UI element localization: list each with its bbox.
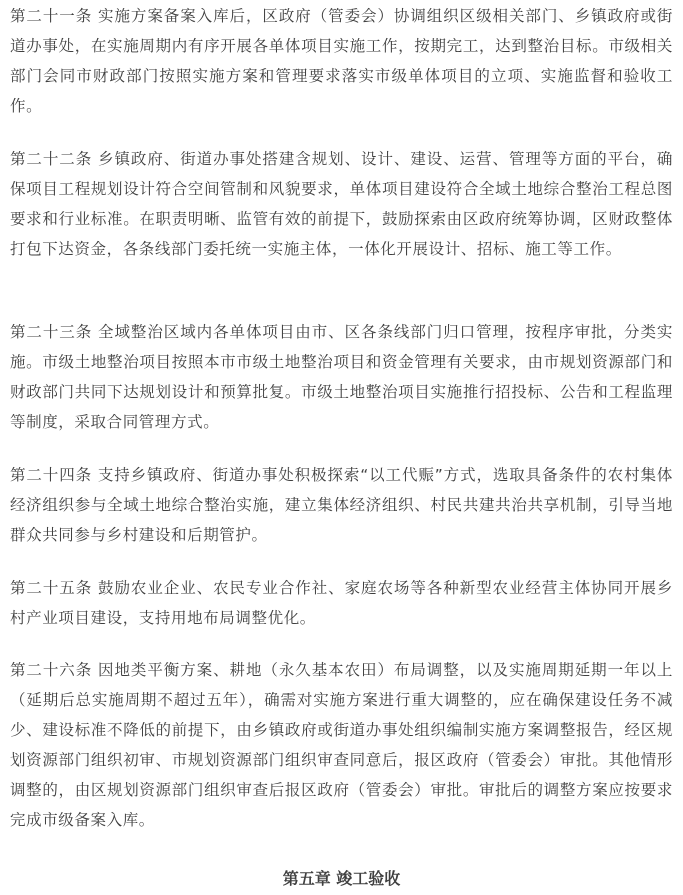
article-25: 第二十五条 鼓励农业企业、农民专业合作社、家庭农场等各种新型农业经营主体协同开展乡村产业项目建设，支持用地布局调整优化。 (10, 579, 673, 627)
chapter-heading: 第五章 竣工验收 (282, 869, 401, 888)
article-22: 第二十二条 乡镇政府、街道办事处搭建含规划、设计、建设、运营、管理等方面的平台，确保项目工程规划设计符合空间管制和风貌要求，单体项目建设符合全域土地综合整治工程总图要求和行业标准。在职责明晰、监管有效的前提下，鼓励探索由区政府统筹协调，区财政整体打包下达资金，各条线部门委托统一实施主体，一体化开展设计、招标、施工等工作。 (10, 150, 673, 258)
article-26: 第二十六条 因地类平衡方案、耕地（永久基本农田）布局调整，以及实施周期延期一年以上（延期后总实施周期不超过五年），确需对实施方案进行重大调整的，应在确保建设任务不减少、建设标准不降低的前提下，由乡镇政府或街道办事处组织编制实施方案调整报告，经区规划资源部门组织初审、市规划资源部门组织审查同意后，报区政府（管委会）审批。其他情形调整的，由区规划资源部门组织审查后报区政府（管委会）审批。审批后的调整方案应按要求完成市级备案入库。 (10, 661, 673, 829)
article-24: 第二十四条 支持乡镇政府、街道办事处积极探索“以工代赈”方式，选取具备条件的农村集体经济组织参与全域土地综合整治实施，建立集体经济组织、村民共建共治共享机制，引导当地群众共同参与乡村建设和后期管护。 (10, 466, 673, 544)
article-23: 第二十三条 全域整治区域内各单体项目由市、区各条线部门归口管理，按程序审批，分类实施。市级土地整治项目按照本市市级土地整治项目和资金管理有关要求，由市规划资源部门和财政部门共同下达规划设计和预算批复。市级土地整治项目实施推行招投标、公告和工程监理等制度，采取合同管理方式。 (10, 323, 673, 431)
article-21: 第二十一条 实施方案备案入库后，区政府（管委会）协调组织区级相关部门、乡镇政府或街道办事处，在实施周期内有序开展各单体项目实施工作，按期完工，达到整治目标。市级相关部门会同市财政部门按照实施方案和管理要求落实市级单体项目的立项、实施监督和验收工作。 (10, 7, 673, 115)
